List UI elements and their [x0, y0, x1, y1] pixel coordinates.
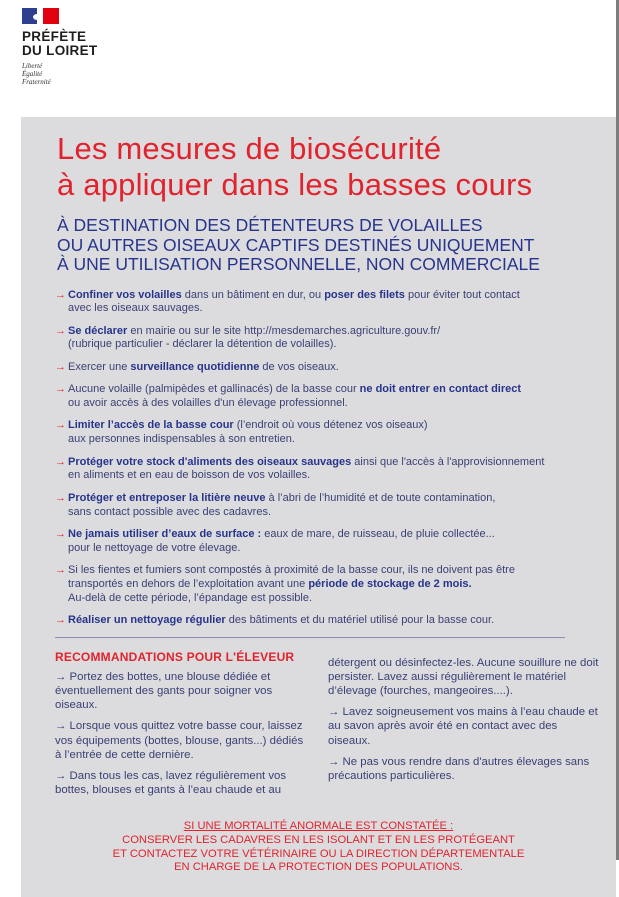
measure-emphasis: ne doit entrer en contact direct [359, 383, 522, 396]
title-line-1: Les mesures de biosécurité [57, 131, 442, 166]
institution-line-1: PRÉFÈTE [22, 29, 87, 44]
measure-emphasis: Confiner vos volailles [68, 288, 182, 301]
measure-emphasis: Limiter l’accès de la basse cour [68, 419, 234, 432]
marianne-flag-icon [22, 8, 59, 24]
measure-text: Si les fientes et fumiers sont compostés à proximité de la basse cour, ils ne doivent pas être [68, 564, 515, 577]
measure-emphasis: Protéger et entreposer la litière neuve [68, 491, 266, 504]
measure-text: Exercer une [68, 360, 131, 373]
measure-text: transportés en dehors de l’exploitation avant une [68, 578, 309, 590]
measure-item [55, 419, 600, 447]
institution-line-2: DU LOIRET [22, 43, 98, 58]
alert-line-2: CONSERVER LES CADAVRES EN LES ISOLANT ET EN LES PROTÉGEANT [122, 834, 515, 846]
alert-line-4: EN CHARGE DE LA PROTECTION DES POPULATIONS. [174, 861, 463, 874]
measure-item [55, 325, 600, 353]
recommendation-item: → Lavez soigneusement vos mains à l’eau chaude et au savon après avoir été en contact avec des oiseaux. [328, 706, 598, 747]
measure-item [55, 528, 600, 556]
arrow-right-icon: → [55, 614, 66, 627]
biosecurity-measures-list [55, 289, 600, 628]
measure-item [55, 383, 600, 411]
recommendation-item: → Portez des bottes, une blouse dédiée et éventuellement des gants pour soigner vos oiseaux. [55, 670, 273, 712]
measure-text: sans contact possible avec des cadavres. [68, 505, 272, 518]
subtitle-line-2: OU AUTRES OISEAUX CAPTIFS DESTINÉS UNIQUEMENT [57, 234, 535, 255]
measure-item [55, 456, 600, 484]
measure-text: en aliments et en eau de boisson de vos volailles. [68, 469, 311, 482]
measure-text: Au-delà de cette période, l’épandage est possible. [68, 591, 313, 604]
measure-text: ou avoir accès à des volailles d'un élevage professionnel. [68, 397, 348, 410]
measure-text: pour le nettoyage de votre élevage. [68, 541, 241, 554]
measure-text: (l’endroit où vous détenez vos oiseaux) [233, 419, 428, 432]
measure-text: Aucune volaille (palmipèdes et gallinacés) de la basse cour [68, 383, 360, 396]
arrow-right-icon: → [55, 383, 66, 396]
measure-text: aux personnes indispensables à son entretien. [68, 433, 295, 446]
motto-liberte: Liberté [22, 62, 43, 70]
motto-fraternite: Fraternité [22, 78, 51, 86]
measure-emphasis: Ne jamais utiliser d’eaux de surface : [68, 528, 262, 541]
recommendation-item: détergent ou désinfectez-les. Aucune souillure ne doit persister. Lavez aussi régulièrement le matériel d’élevage (fourches, mangeoires....). [328, 656, 599, 697]
measure-text: pour éviter tout contact [404, 288, 520, 301]
measure-text: eaux de mare, de ruisseau, de pluie collectée... [261, 528, 495, 541]
motto-egalite: Égalité [22, 70, 43, 78]
subtitle-line-3: À UNE UTILISATION PERSONNELLE, NON COMMERCIALE [57, 254, 540, 274]
alert-heading: SI UNE MORTALITÉ ANORMALE EST CONSTATÉE : [183, 820, 454, 833]
content-panel [21, 117, 616, 897]
measure-text: de vos oiseaux. [259, 360, 339, 373]
arrow-right-icon: → [55, 419, 66, 432]
arrow-right-icon: → [55, 288, 66, 301]
subtitle-line-1: À DESTINATION DES DÉTENTEURS DE VOLAILLES [57, 215, 483, 235]
title-line-2: à appliquer dans les basses cours [57, 167, 533, 202]
measure-emphasis: Protéger votre stock d'aliments des oiseaux sauvages [68, 455, 352, 468]
arrow-right-icon: → [55, 455, 66, 468]
measure-text: dans un bâtiment en dur, ou [181, 288, 325, 301]
arrow-right-icon: → [55, 491, 66, 504]
measure-text: ainsi que l'accès à l'approvisionnement [351, 455, 545, 468]
recommendations-right-column [328, 650, 600, 805]
arrow-right-icon: → [55, 360, 66, 373]
recommendations-heading: RECOMMANDATIONS POUR L'ÉLEVEUR [55, 649, 295, 664]
measure-text: à l’abri de l’humidité et de toute contamination, [265, 491, 496, 504]
prefecture-logo [22, 8, 97, 86]
measure-emphasis: poser des filets [324, 288, 405, 301]
arrow-right-icon: → [55, 324, 66, 337]
measure-item [55, 614, 600, 628]
page-subtitle [57, 216, 596, 275]
measure-emphasis: période de stockage de 2 mois. [308, 578, 472, 590]
measure-emphasis: Se déclarer [68, 324, 128, 337]
arrow-right-icon: → [55, 528, 66, 541]
recommendations-left-column [55, 650, 305, 805]
institution-name [22, 30, 97, 58]
recommendation-item: → Ne pas vous rendre dans d'autres élevages sans précautions particulières. [328, 755, 590, 782]
recommendation-item: → Lorsque vous quittez votre basse cour, laissez vos équipements (bottes, blouse, gants...) dédiés à l’entrée de cette dernière. [55, 720, 304, 761]
measure-emphasis: Réaliser un nettoyage régulier [68, 614, 226, 627]
measure-item [55, 289, 600, 317]
measure-emphasis: surveillance quotidienne [130, 360, 260, 373]
recommendation-item: → Dans tous les cas, lavez régulièrement vos bottes, blouses et gants à l’eau chaude et au [55, 770, 287, 797]
measure-text: avec les oiseaux sauvages. [68, 302, 203, 315]
measure-item [55, 361, 600, 375]
mortality-alert [21, 820, 616, 874]
arrow-right-icon: → [55, 564, 66, 577]
measure-item [55, 492, 600, 520]
measure-text: des bâtiments et du matériel utilisé pour la basse cour. [225, 614, 495, 627]
measure-item [55, 564, 600, 605]
alert-line-3: ET CONTACTEZ VOTRE VÉTÉRINAIRE OU LA DIRECTION DÉPARTEMENTALE [112, 847, 525, 860]
measure-text: (rubrique particulier - déclarer la détention de volailles). [68, 338, 337, 351]
section-divider [55, 637, 565, 638]
recommendations-section [55, 650, 600, 805]
measure-text: en mairie ou sur le site http://mesdemarches.agriculture.gouv.fr/ [127, 324, 441, 337]
republic-motto [22, 62, 97, 86]
page-title [57, 131, 596, 203]
